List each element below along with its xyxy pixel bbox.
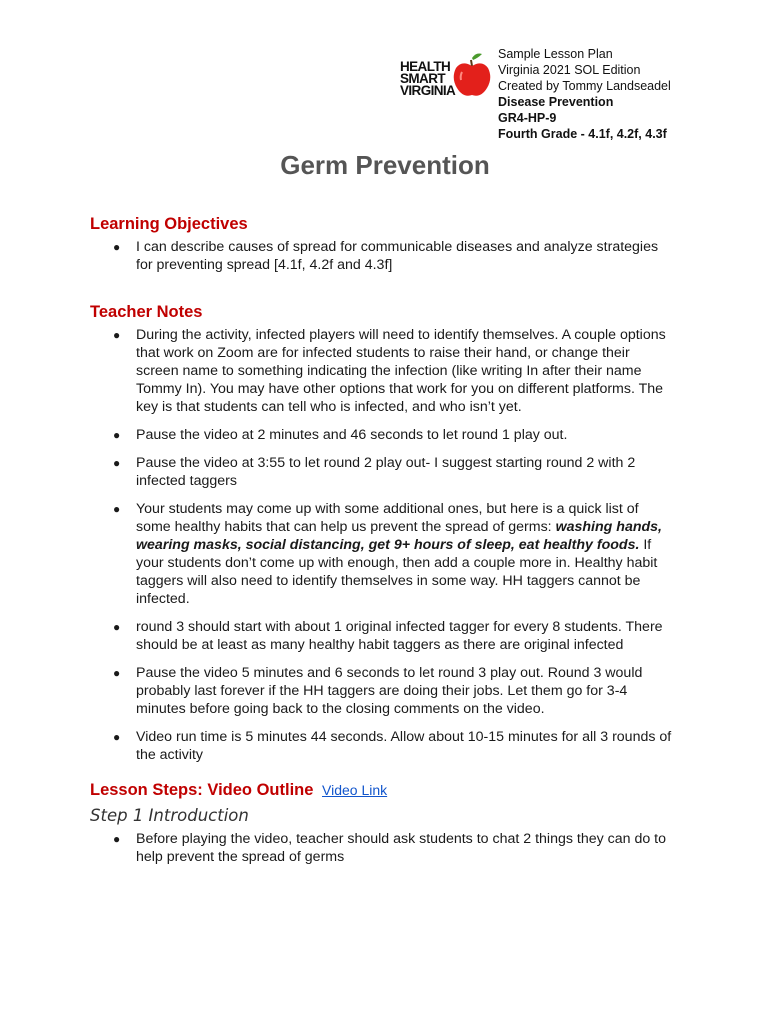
- list-item: [0, 618, 676, 654]
- learning-objectives-list: [0, 238, 770, 284]
- bullet-icon: ●: [113, 502, 121, 516]
- bullet-icon: ●: [113, 666, 121, 680]
- meta-topic: Disease Prevention: [498, 95, 614, 109]
- bullet-icon: ●: [113, 428, 121, 442]
- step-1-heading: Step 1 Introduction: [90, 806, 249, 825]
- page-title: Germ Prevention: [280, 150, 490, 180]
- bullet-icon: ●: [113, 456, 121, 470]
- habits-text-after: If your students don’t come up with enough, then add a couple more in. Healthy habit taggers will also need to identify themselves in some way. HH taggers cannot be infected.: [136, 537, 658, 607]
- list-item: [0, 426, 676, 444]
- list-item: [0, 664, 676, 718]
- teacher-notes-heading: Teacher Notes: [90, 303, 203, 321]
- learning-objectives-heading: Learning Objectives: [90, 215, 248, 233]
- meta-line-1: Sample Lesson Plan: [498, 47, 613, 61]
- lesson-steps-heading-text: Lesson Steps: Video Outline: [90, 781, 314, 799]
- teacher-notes-list: [0, 326, 770, 774]
- meta-grade: Fourth Grade - 4.1f, 4.2f, 4.3f: [498, 127, 667, 141]
- list-item-text: Pause the video at 2 minutes and 46 seconds to let round 1 play out.: [136, 427, 568, 443]
- bullet-icon: ●: [113, 730, 121, 744]
- list-item-text: round 3 should start with about 1 original infected tagger for every 8 students. There should be at least as many healthy habit taggers as there are original infected: [136, 619, 663, 653]
- list-item: [0, 728, 676, 764]
- logo-line-3: VIRGINIA: [400, 83, 456, 98]
- logo-line-2: SMART: [400, 71, 445, 86]
- list-item: [0, 500, 676, 608]
- meta-line-3: Created by Tommy Landseadel: [498, 79, 671, 93]
- apple-icon: [452, 52, 492, 102]
- step-1-list: [0, 830, 770, 876]
- meta-code: GR4-HP-9: [498, 111, 557, 125]
- list-item-text: Pause the video at 3:55 to let round 2 play out- I suggest starting round 2 with 2 infected taggers: [136, 455, 636, 489]
- list-item-text: Pause the video 5 minutes and 6 seconds to let round 3 play out. Round 3 would probably last forever if the HH taggers are doing their jobs. Let them go for 3-4 minutes before going back to the closing comments on the video.: [136, 665, 643, 717]
- list-item-text: I can describe causes of spread for communicable diseases and analyze strategies for preventing spread [4.1f, 4.2f and 4.3f]: [136, 239, 659, 273]
- habits-text-before: Your students may come up with some additional ones, but here is a quick list of some healthy habits that can help us prevent the spread of germs:: [136, 501, 639, 535]
- lesson-meta: [498, 46, 671, 142]
- health-smart-virginia-logo: [400, 52, 492, 102]
- list-item: [0, 238, 676, 274]
- bullet-icon: ●: [113, 240, 121, 254]
- habits-text-emphasis: washing hands, wearing masks, social distancing, get 9+ hours of sleep, eat healthy foods.: [136, 519, 662, 553]
- bullet-icon: ●: [113, 620, 121, 634]
- bullet-icon: ●: [113, 328, 121, 342]
- list-item: [0, 830, 676, 866]
- list-item: [0, 326, 676, 416]
- lesson-steps-heading: [90, 781, 387, 800]
- meta-line-2: Virginia 2021 SOL Edition: [498, 63, 641, 77]
- bullet-icon: ●: [113, 832, 121, 846]
- logo-line-1: HEALTH: [400, 59, 451, 74]
- list-item: [0, 454, 676, 490]
- list-item-text: Video run time is 5 minutes 44 seconds. Allow about 10-15 minutes for all 3 rounds of the activity: [136, 729, 672, 763]
- video-link[interactable]: Video Link: [322, 782, 388, 798]
- list-item-text: Before playing the video, teacher should ask students to chat 2 things they can do to help prevent the spread of germs: [136, 831, 667, 865]
- list-item-text: During the activity, infected players will need to identify themselves. A couple options that work on Zoom are for infected students to raise their hand, or change their screen name to something indicating the infection (like writing In after their name Tommy In). You may have other options that work for you on different platforms. The key is that students can tell who is infected, and who isn’t yet.: [136, 327, 666, 415]
